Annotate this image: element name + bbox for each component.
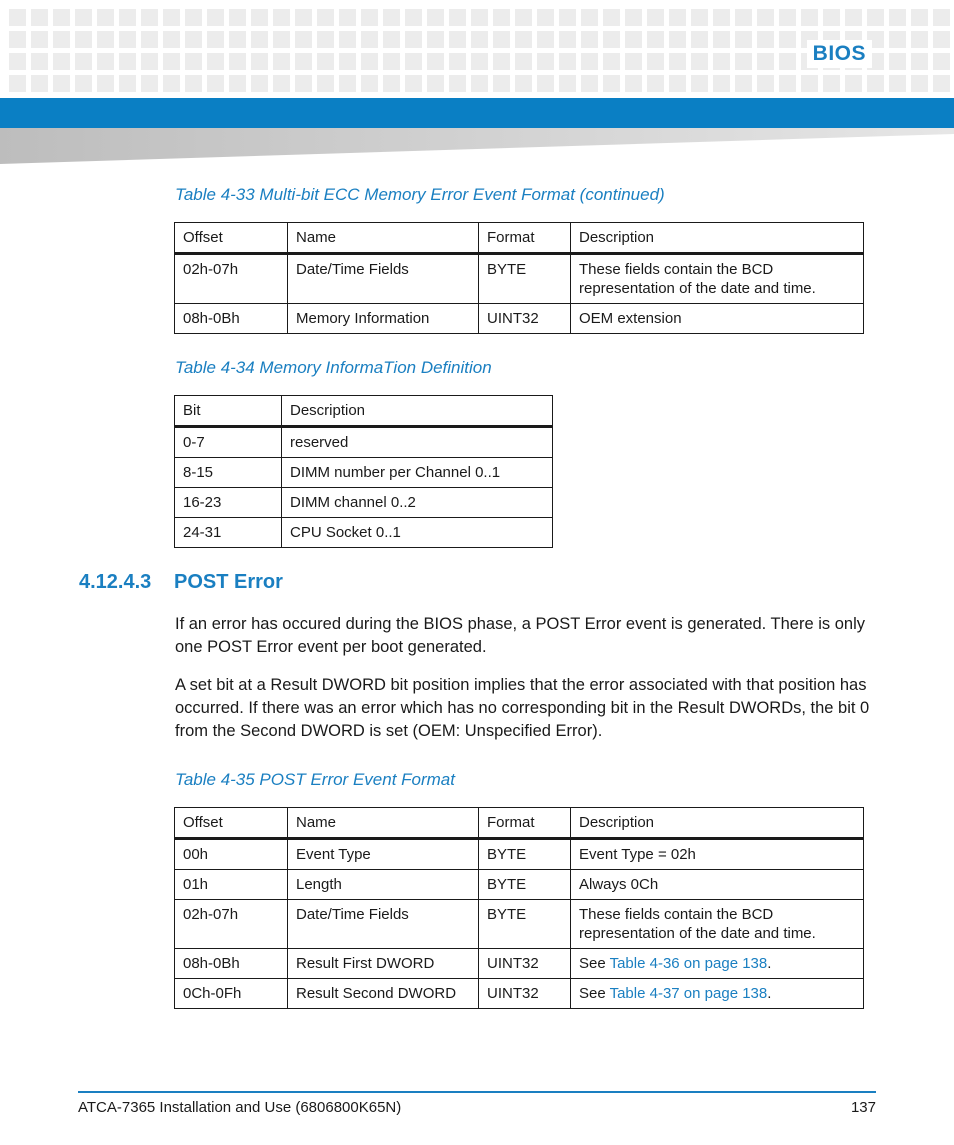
table-4-34-caption: Table 4-34 Memory InformaTion Definition [175, 358, 492, 377]
cell-description: These fields contain the BCD representation of the date and time. [571, 900, 864, 949]
column-header-description: Description [282, 396, 553, 427]
table-header-row [175, 223, 864, 254]
table-header-row [175, 396, 553, 427]
cell-bit: 8-15 [175, 458, 282, 488]
cell-description: DIMM channel 0..2 [282, 488, 553, 518]
cell-format: UINT32 [479, 949, 571, 979]
cell-offset: 0Ch-0Fh [175, 979, 288, 1009]
column-header-bit: Bit [175, 396, 282, 427]
cell-description: OEM extension [571, 304, 864, 334]
table-row [175, 518, 553, 548]
table-4-35 [174, 807, 864, 1009]
section-number: 4.12.4.3 [79, 571, 152, 593]
cell-offset: 08h-0Bh [175, 304, 288, 334]
cell-description: DIMM number per Channel 0..1 [282, 458, 553, 488]
cell-description: Event Type = 02h [571, 839, 864, 870]
header-title: BIOS [807, 40, 872, 68]
cell-offset: 08h-0Bh [175, 949, 288, 979]
cell-format: BYTE [479, 839, 571, 870]
cell-description: reserved [282, 427, 553, 458]
column-header-description: Description [571, 808, 864, 839]
cell-format: UINT32 [479, 979, 571, 1009]
cell-offset: 00h [175, 839, 288, 870]
link-table-4-37[interactable]: Table 4-37 on page 138 [609, 985, 768, 1002]
table-4-35-caption: Table 4-35 POST Error Event Format [175, 770, 455, 789]
column-header-format: Format [479, 223, 571, 254]
column-header-description: Description [571, 223, 864, 254]
paragraph-intro: If an error has occured during the BIOS phase, a POST Error event is generated. There is only one POST Error event per boot generated. [175, 615, 866, 656]
link-table-4-36[interactable]: Table 4-36 on page 138 [609, 955, 768, 972]
cell-name: Result Second DWORD [288, 979, 479, 1009]
cell-bit: 24-31 [175, 518, 282, 548]
table-header-row [175, 808, 864, 839]
table-row [175, 427, 553, 458]
cell-format: BYTE [479, 870, 571, 900]
cell-format: BYTE [479, 900, 571, 949]
table-row [175, 949, 864, 979]
table-row [175, 458, 553, 488]
section-title: POST Error [174, 571, 283, 593]
cell-description: CPU Socket 0..1 [282, 518, 553, 548]
cell-description [571, 949, 864, 979]
table-row [175, 979, 864, 1009]
cell-name: Date/Time Fields [288, 254, 479, 304]
column-header-format: Format [479, 808, 571, 839]
cell-format: BYTE [479, 254, 571, 304]
table-4-34 [174, 395, 553, 548]
cell-name: Date/Time Fields [288, 900, 479, 949]
footer-page-number: 137 [850, 1099, 876, 1116]
table-row [175, 488, 553, 518]
column-header-offset: Offset [175, 223, 288, 254]
cell-name: Result First DWORD [288, 949, 479, 979]
table-row [175, 254, 864, 304]
table-row [175, 304, 864, 334]
cell-description-suffix: . [767, 985, 772, 1002]
table-4-33-caption: Table 4-33 Multi-bit ECC Memory Error Event Format (continued) [175, 185, 665, 204]
column-header-name: Name [288, 808, 479, 839]
cell-description-prefix: See [579, 985, 610, 1002]
cell-description-prefix: See [579, 955, 610, 972]
cell-bit: 0-7 [175, 427, 282, 458]
cell-name: Memory Information [288, 304, 479, 334]
cell-name: Length [288, 870, 479, 900]
paragraph-result-dword: A set bit at a Result DWORD bit position implies that the error associated with that position has occurred. If there was an error which has no corresponding bit in the Result DWORDs, the bit 0 from the Second DWORD is set (OEM: Unspecified Error). [175, 676, 870, 740]
table-4-33 [174, 222, 864, 334]
header-grey-wedge [0, 128, 954, 164]
table-row [175, 900, 864, 949]
column-header-offset: Offset [175, 808, 288, 839]
cell-description [571, 979, 864, 1009]
table-row [175, 870, 864, 900]
cell-format: UINT32 [479, 304, 571, 334]
column-header-name: Name [288, 223, 479, 254]
cell-name: Event Type [288, 839, 479, 870]
cell-offset: 02h-07h [175, 900, 288, 949]
cell-description-suffix: . [767, 955, 772, 972]
cell-description: These fields contain the BCD representation of the date and time. [571, 254, 864, 304]
header-blue-bar [0, 98, 954, 128]
cell-bit: 16-23 [175, 488, 282, 518]
footer-doc-title: ATCA-7365 Installation and Use (6806800K65N) [78, 1099, 402, 1116]
cell-offset: 02h-07h [175, 254, 288, 304]
footer-rule [78, 1091, 876, 1093]
section-heading [79, 571, 283, 594]
cell-description: Always 0Ch [571, 870, 864, 900]
table-row [175, 839, 864, 870]
cell-offset: 01h [175, 870, 288, 900]
